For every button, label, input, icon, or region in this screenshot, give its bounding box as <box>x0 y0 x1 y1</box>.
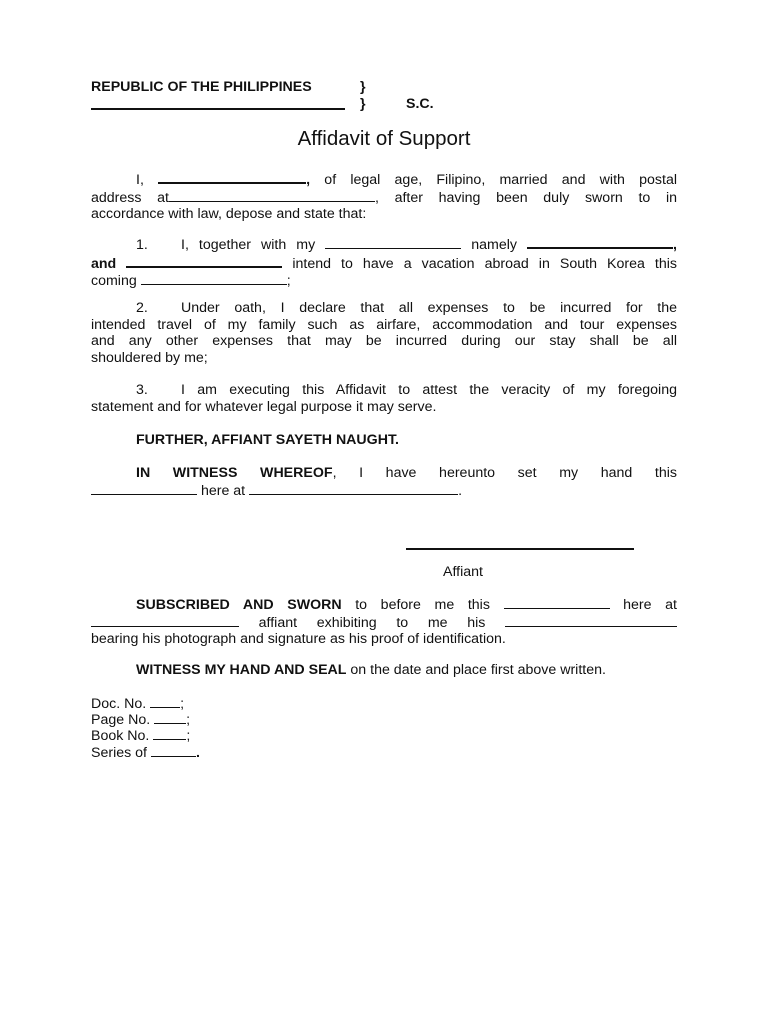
affiant-signature-line <box>406 548 634 550</box>
sworn-date-blank <box>504 596 610 609</box>
companion-name-blank <box>527 235 673 249</box>
header-court-blank <box>91 96 345 114</box>
book-no-entry: Book No. ; <box>91 728 191 744</box>
seal-statement: WITNESS MY HAND AND SEAL on the date and place first above written. <box>136 662 606 678</box>
witness-date-blank <box>91 482 197 495</box>
header-brace-2: } <box>360 96 366 112</box>
court-blank-line <box>91 96 345 110</box>
subscribed-paragraph: SUBSCRIBED AND SWORN to before me this here at affiant exhibiting to me his bearing his photograph and signature as his proof of identification. <box>91 597 677 647</box>
further-statement: FURTHER, AFFIANT SAYETH NAUGHT. <box>136 432 399 448</box>
witness-paragraph: IN WITNESS WHEREOF, I have hereunto set my hand this here at . <box>91 465 677 499</box>
page-no-entry: Page No. ; <box>91 712 191 728</box>
affiant-name-blank <box>158 170 306 184</box>
relation-blank <box>325 236 461 249</box>
witness-place-blank <box>249 482 458 495</box>
doc-no-entry: Doc. No. ; <box>91 696 185 712</box>
doc-no-blank <box>150 695 180 708</box>
item-2-paragraph: 2. Under oath, I declare that all expenses to be incurred for the intended travel of my family such as airfare, accommodation and tour expenses and any other expenses that may be incurred during our stay shall be all shouldered by me; <box>91 300 677 366</box>
postal-address-blank <box>169 189 375 202</box>
page-no-blank <box>154 711 186 724</box>
affiant-label: Affiant <box>443 564 483 580</box>
series-entry: Series of . <box>91 745 200 761</box>
item-3-paragraph: 3. I am executing this Affidavit to attest the veracity of my foregoing statement and for whatever legal purpose it may serve. <box>91 382 677 415</box>
intro-paragraph: I, , of legal age, Filipino, married and with postal address at , after having been duly sworn to in accordance with law, depose and state that: <box>91 172 677 222</box>
header-republic <box>91 79 312 95</box>
series-blank <box>151 744 196 757</box>
header-sc: S.C. <box>406 96 434 112</box>
header-brace-1: } <box>360 79 366 95</box>
document-title: Affidavit of Support <box>297 127 471 150</box>
book-no-blank <box>153 727 186 740</box>
id-document-blank <box>505 614 677 627</box>
travel-date-blank <box>141 272 287 285</box>
sworn-place-blank <box>91 614 239 627</box>
second-companion-blank <box>126 254 282 268</box>
header-republic-text: REPUBLIC OF THE PHILIPPINES <box>91 79 312 95</box>
item-1-paragraph: 1. I, together with my namely , and intend to have a vacation abroad in South Korea this coming ; <box>91 237 677 289</box>
